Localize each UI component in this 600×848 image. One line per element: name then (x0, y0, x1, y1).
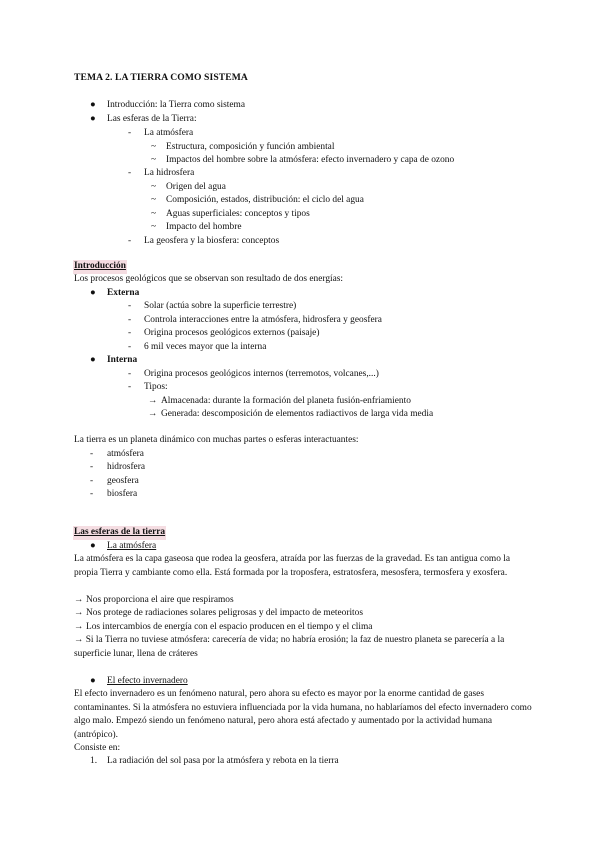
bullet-tilde: ~ (151, 209, 157, 219)
bullet-dash: - (90, 489, 94, 499)
outline-item: Composición, estados, distribución: el ciclo del agua (166, 195, 364, 205)
atmosfera-point: Nos proporciona el aire que respiramos (86, 595, 234, 605)
bullet-dash: - (128, 128, 132, 138)
sphere-item: biosfera (107, 489, 138, 499)
bullet-tilde: ~ (151, 195, 157, 205)
outline-item: Aguas superficiales: conceptos y tipos (166, 209, 310, 219)
atmosfera-point-long (74, 634, 536, 661)
sphere-item: atmósfera (107, 449, 144, 459)
bullet-dash: - (128, 301, 132, 311)
interna-item: Origina procesos geológicos internos (terremotos, volcanes,...) (144, 369, 379, 379)
arrow-icon: → (74, 608, 84, 618)
bullet-dot: ● (90, 676, 96, 686)
interna-item: Tipos: (144, 382, 168, 392)
outline-item: Impacto del hombre (166, 222, 242, 232)
section-heading-esferas: Las esferas de la tierra (73, 526, 166, 540)
bullet-tilde: ~ (151, 182, 157, 192)
bullet-tilde: ~ (151, 222, 157, 232)
atmosfera-point: Los intercambios de energía con el espacio producen en el tiempo y el clima (86, 622, 373, 632)
sphere-item: hidrosfera (107, 462, 146, 472)
outline-item: La hidrosfera (144, 168, 195, 178)
bullet-tilde: ~ (151, 142, 157, 152)
arrow-icon: → (74, 622, 84, 632)
externa-item: Origina procesos geológicos externos (paisaje) (144, 328, 320, 338)
bullet-tilde: ~ (151, 155, 157, 165)
bullet-dot: ● (90, 355, 96, 365)
bullet-dash: - (128, 382, 132, 392)
bullet-dash: - (128, 342, 132, 352)
bullet-dot: ● (90, 541, 96, 551)
outline-item: La atmósfera (144, 128, 194, 138)
externa-item: Solar (actúa sobre la superficie terrestre) (144, 301, 297, 311)
bullet-dot: ● (90, 288, 96, 298)
invernadero-paragraph: El efecto invernadero es un fenómeno natural, pero ahora su efecto es mayor por la enorme cantidad de gases contaminantes. Si la atmósfera no estuviera influenciada por la vida humana, no hablaríamos del efecto invernadero como algo malo. Empezó siendo un fenómeno natural, pero ahora está afectado y aumentado por la actividad humana (antrópico). (74, 689, 532, 740)
bullet-dash: - (128, 168, 132, 178)
bullet-dash: - (90, 462, 94, 472)
tipo-item: Almacenada: durante la formación del planeta fusión-enfriamiento (161, 396, 411, 406)
invernadero-label: El efecto invernadero (107, 676, 188, 686)
atmosfera-label: La atmósfera (107, 541, 157, 551)
arrow-icon: → (148, 409, 158, 419)
intro-lead: Los procesos geológicos que se observan son resultado de dos energías: (74, 274, 344, 284)
outline-item: Las esferas de la Tierra: (107, 114, 197, 124)
tipo-item: Generada: descomposición de elementos radiactivos de larga vida media (161, 409, 434, 419)
arrow-icon: → (74, 595, 84, 605)
externa-item: Controla interacciones entre la atmósfera, hidrosfera y geosfera (144, 315, 382, 325)
arrow-icon: → (148, 396, 158, 406)
bullet-dot: ● (90, 100, 96, 110)
atmosfera-paragraph: La atmósfera es la capa gaseosa que rodea la geosfera, atraída por las fuerzas de la gravedad. Es tan antigua como la propia Tierra y cambiante como ella. Está formada por la troposfera, estratosfera, mesosfera, termosfera y exosfera. (74, 554, 510, 578)
consiste-label: Consiste en: (74, 743, 121, 753)
bullet-dash: - (128, 328, 132, 338)
outline-item: Introducción: la Tierra como sistema (107, 100, 245, 110)
interna-label: Interna (107, 355, 138, 365)
planet-line: La tierra es un planeta dinámico con muchas partes o esferas interactuantes: (74, 435, 359, 445)
atmosfera-point: Nos protege de radiaciones solares peligrosas y del impacto de meteoritos (86, 608, 363, 618)
document-title: TEMA 2. LA TIERRA COMO SISTEMA (74, 72, 248, 83)
bullet-dash: - (90, 476, 94, 486)
outline-item: Estructura, composición y función ambiental (166, 142, 335, 152)
bullet-dash: - (128, 369, 132, 379)
outline-item: La geosfera y la biosfera: conceptos (144, 236, 280, 246)
sphere-item: geosfera (107, 476, 139, 486)
outline-item: Impactos del hombre sobre la atmósfera: efecto invernadero y capa de ozono (166, 155, 455, 165)
arrow-icon: → (74, 635, 84, 645)
bullet-dash: - (90, 449, 94, 459)
outline-item: Origen del agua (166, 182, 226, 192)
atmosfera-point: Si la Tierra no tuviese atmósfera: carecería de vida; no habría erosión; la faz de nuestro planeta se parecería a la superficie lunar, llena de cráteres (74, 635, 505, 659)
externa-item: 6 mil veces mayor que la interna (144, 342, 267, 352)
bullet-dot: ● (90, 114, 96, 124)
list-number: 1. (90, 756, 98, 766)
bullet-dash: - (128, 315, 132, 325)
bullet-dash: - (128, 236, 132, 246)
section-heading-introduccion: Introducción (73, 260, 127, 274)
externa-label: Externa (107, 288, 140, 298)
step-item: La radiación del sol pasa por la atmósfera y rebota en la tierra (107, 756, 339, 766)
